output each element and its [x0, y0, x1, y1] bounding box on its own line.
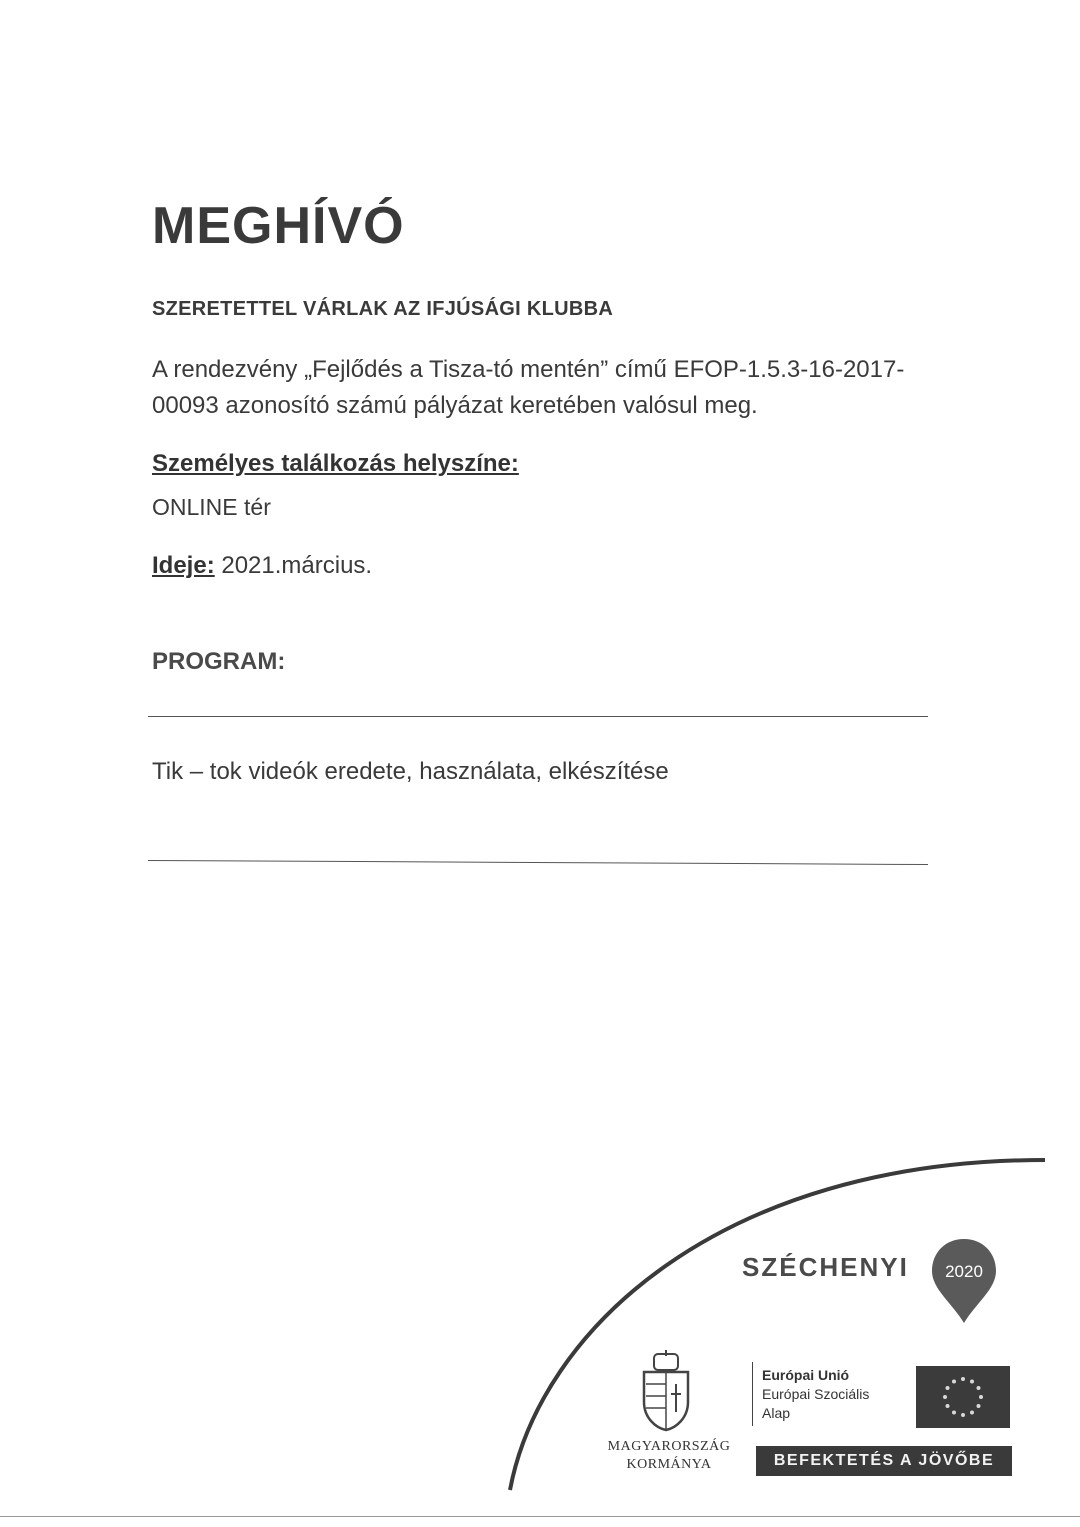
eu-flag-icon: [916, 1366, 1010, 1428]
government-line-1: MAGYARORSZÁG: [607, 1439, 731, 1454]
szechenyi-logo-text: SZÉCHENYI: [742, 1252, 909, 1282]
venue-label: Személyes találkozás helyszíne:: [152, 450, 519, 477]
date-value: 2021.március.: [221, 552, 373, 579]
government-line-2: KORMÁNYA: [626, 1457, 712, 1472]
hungary-crest-icon: [640, 1350, 692, 1432]
program-item: Tik – tok videók eredete, használata, elkészítése: [152, 758, 669, 785]
szechenyi-year: 2020: [945, 1262, 983, 1281]
eu-label: [762, 1366, 869, 1423]
eu-line-2: Európai Szociális: [762, 1386, 870, 1402]
program-top-divider: [148, 716, 928, 717]
program-label: PROGRAM:: [152, 648, 286, 675]
eu-line-1: Európai Unió: [762, 1367, 850, 1383]
intro-paragraph: A rendezvény „Fejlődés a Tisza-tó mentén” című EFOP-1.5.3-16-2017-00093 azonosító számú pályázat keretében valósul meg.: [152, 356, 905, 419]
government-label: [596, 1438, 742, 1474]
scan-edge-line: [0, 1516, 1080, 1517]
eu-divider: [752, 1362, 753, 1426]
venue-value: ONLINE tér: [152, 494, 271, 520]
date-row: [152, 552, 372, 580]
page-title: MEGHÍVÓ: [152, 197, 405, 255]
invest-banner: BEFEKTETÉS A JÖVŐBE: [756, 1446, 1012, 1476]
szechenyi-pin-icon: [930, 1237, 998, 1325]
eu-line-3: Alap: [762, 1405, 791, 1421]
program-bottom-divider: [148, 860, 928, 865]
subtitle: SZERETETTEL VÁRLAK AZ IFJÚSÁGI KLUBBA: [152, 298, 614, 320]
date-label: Ideje:: [152, 552, 215, 579]
